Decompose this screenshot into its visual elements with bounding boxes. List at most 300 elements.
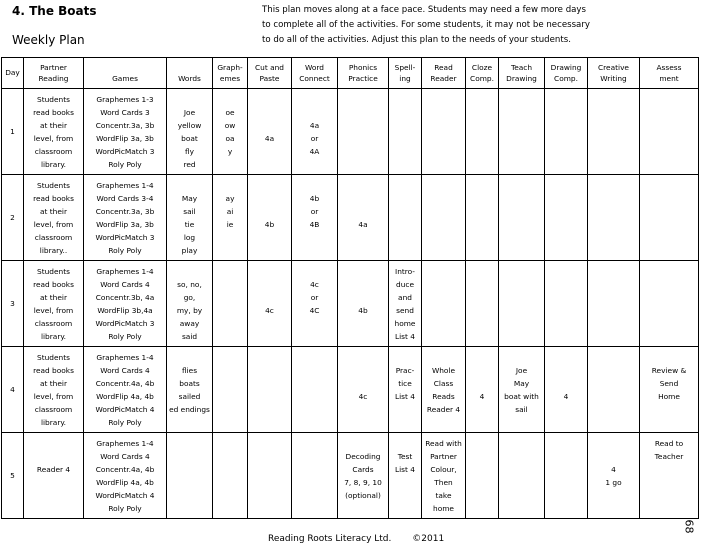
footer <box>268 534 462 544</box>
cell-line: so, no, <box>177 280 202 290</box>
column-header-line: Words <box>178 74 201 83</box>
plan-cell <box>389 433 422 519</box>
plan-cell <box>338 175 389 261</box>
cell-line: Word Cards 3 <box>100 108 150 118</box>
table-row <box>2 433 699 519</box>
copyright: ©2011 <box>412 534 445 544</box>
cell-line: 4a <box>309 121 320 131</box>
cell-line: Graphemes 1-4 <box>96 439 154 448</box>
cell-line <box>249 119 290 132</box>
column-header-line: Drawing <box>506 74 537 83</box>
column-header-line: ing <box>399 74 411 83</box>
plan-cell <box>213 433 248 519</box>
plan-cell <box>292 347 338 433</box>
cell-line: Joe <box>183 108 196 118</box>
cell-line: Roly Poly <box>108 246 142 256</box>
cell-line: Colour, <box>430 465 457 475</box>
day-number: 1 <box>2 89 24 175</box>
plan-cell <box>24 347 84 433</box>
column-header <box>545 58 588 89</box>
column-header-line: Cut and <box>255 62 284 72</box>
cell-line: boats <box>179 379 200 389</box>
plan-cell <box>248 433 292 519</box>
cell-line: WordPicMatch 4 <box>95 405 155 415</box>
column-header-line <box>168 62 211 74</box>
cell-line: boat <box>181 134 198 144</box>
cell-line <box>249 106 290 119</box>
cell-line: 4b <box>309 194 320 204</box>
cell-line: Reads <box>432 392 455 402</box>
cell-line <box>339 205 387 218</box>
cell-line: WordPicMatch 4 <box>95 491 155 501</box>
cell-line: sail <box>183 207 196 217</box>
day-number: 3 <box>2 261 24 347</box>
cell-line: Read to <box>654 439 684 448</box>
cell-line <box>249 205 290 218</box>
cell-line: 4c <box>265 306 274 316</box>
plan-cell <box>499 175 545 261</box>
cell-line: Roly Poly <box>108 504 142 514</box>
cell-line: read books <box>33 108 74 118</box>
cell-line: ay <box>225 194 235 204</box>
cell-line: 4b <box>358 306 368 316</box>
cell-line <box>339 265 387 278</box>
plan-cell <box>292 175 338 261</box>
plan-cell <box>389 261 422 347</box>
cell-line: 4C <box>309 306 320 316</box>
table-row <box>2 175 699 261</box>
cell-line: and <box>398 293 412 303</box>
cell-line <box>249 265 290 278</box>
column-header-line: Read <box>434 62 453 72</box>
column-header-line: Phonics <box>348 62 378 72</box>
cell-line: Concentr.3b, 4a <box>95 293 155 303</box>
cell-line: Graphemes 1-4 <box>96 353 154 362</box>
cell-line <box>339 364 387 377</box>
column-header <box>167 58 213 89</box>
cell-line: at their <box>40 121 67 131</box>
cell-line <box>339 278 387 291</box>
cell-line: Word Cards 4 <box>100 366 150 376</box>
cell-line: WordFlip 4a, 4b <box>96 478 154 488</box>
cell-line <box>339 377 387 390</box>
column-header <box>213 58 248 89</box>
column-header-line: Reading <box>38 74 69 83</box>
cell-line: Reader 4 <box>36 465 71 475</box>
cell-line: library. <box>40 332 67 342</box>
cell-line: 4A <box>309 147 320 157</box>
cell-line <box>641 351 697 364</box>
cell-line: 1 go <box>605 478 622 488</box>
plan-cell <box>422 347 466 433</box>
column-header <box>640 58 699 89</box>
cell-line: Concentr.4a, 4b <box>95 465 155 475</box>
day-number: 4 <box>2 347 24 433</box>
cell-line <box>546 364 586 377</box>
intro-line: to complete all of the activities. For some students, it may not be necessary <box>262 20 590 30</box>
plan-cell <box>389 175 422 261</box>
cell-line <box>249 93 290 106</box>
column-header-line: Paste <box>259 74 280 83</box>
cell-line: Reader 4 <box>426 405 461 415</box>
intro-line: to do all of the activities. Adjust this plan to the needs of your students. <box>262 35 571 45</box>
column-header-line: Day <box>5 68 20 78</box>
cell-line: List 4 <box>395 392 415 402</box>
cell-line: Graphemes 1-4 <box>96 267 154 276</box>
plan-cell <box>24 175 84 261</box>
table-row <box>2 347 699 433</box>
cell-line: 4 <box>611 465 616 475</box>
cell-line <box>339 291 387 304</box>
cell-line: library. <box>40 418 67 428</box>
cell-line: WordPicMatch 3 <box>95 319 155 329</box>
table-row <box>2 261 699 347</box>
cell-line: read books <box>33 194 74 204</box>
column-header <box>2 58 24 89</box>
cell-line: Graphemes 1-4 <box>96 181 154 190</box>
cell-line: Decoding <box>345 452 381 462</box>
cell-line: Intro- <box>395 267 415 276</box>
cell-line <box>467 364 497 377</box>
cell-line: Students <box>37 181 70 190</box>
cell-line: level, from <box>33 220 74 230</box>
cell-line: WordFlip 3a, 3b <box>96 134 154 144</box>
cell-line: List 4 <box>395 465 415 475</box>
cell-line: ow <box>224 121 236 131</box>
cell-line: oe <box>225 108 235 118</box>
cell-line <box>214 93 246 106</box>
cell-line: ai <box>226 207 234 217</box>
column-header <box>588 58 640 89</box>
weekly-plan-table <box>1 57 699 519</box>
cell-line: Students <box>37 353 70 362</box>
cell-line: classroom <box>34 405 73 415</box>
cell-line: flies <box>181 366 198 376</box>
column-header-line: Creative <box>598 62 629 72</box>
cell-line: read books <box>33 366 74 376</box>
plan-cell <box>389 89 422 175</box>
column-header <box>84 58 167 89</box>
cell-line <box>249 291 290 304</box>
plan-cell <box>466 433 499 519</box>
cell-line: Review & <box>651 366 687 376</box>
cell-line: ed endings <box>169 405 210 415</box>
day-number: 2 <box>2 175 24 261</box>
cell-line: Cards <box>352 465 374 475</box>
plan-cell <box>292 261 338 347</box>
cell-line <box>589 437 638 450</box>
cell-line: 4a <box>264 134 275 144</box>
column-header <box>24 58 84 89</box>
column-header <box>292 58 338 89</box>
plan-cell <box>422 261 466 347</box>
plan-cell <box>213 175 248 261</box>
plan-cell <box>422 89 466 175</box>
plan-cell <box>466 175 499 261</box>
plan-cell <box>213 347 248 433</box>
cell-line: Whole <box>431 366 456 376</box>
cell-line <box>293 179 336 192</box>
cell-line: said <box>181 332 198 342</box>
cell-line: home <box>394 319 416 329</box>
column-header <box>466 58 499 89</box>
publisher-name: Reading Roots Literacy Ltd. <box>268 534 392 544</box>
plan-cell <box>84 433 167 519</box>
cell-line <box>390 351 420 364</box>
cell-line <box>249 278 290 291</box>
plan-cell <box>588 261 640 347</box>
column-header-line: Teach <box>510 62 533 72</box>
plan-cell <box>84 261 167 347</box>
day-number: 5 <box>2 433 24 519</box>
cell-line <box>214 179 246 192</box>
plan-body <box>2 89 699 519</box>
column-header <box>422 58 466 89</box>
column-header-line: Writing <box>600 74 627 83</box>
column-header <box>248 58 292 89</box>
plan-cell <box>338 261 389 347</box>
cell-line: library.. <box>39 246 68 256</box>
plan-cell <box>167 89 213 175</box>
cell-line: Concentr.3a, 3b <box>95 121 155 131</box>
cell-line: boat with <box>504 392 539 402</box>
cell-line: 4c <box>358 392 368 402</box>
plan-cell <box>640 433 699 519</box>
cell-line: WordFlip 3a, 3b <box>96 220 154 230</box>
cell-line: my, by <box>176 306 203 316</box>
plan-cell <box>466 347 499 433</box>
plan-cell <box>466 89 499 175</box>
cell-line <box>467 377 497 390</box>
cell-line: classroom <box>34 233 73 243</box>
cell-line <box>467 351 497 364</box>
cell-line: Word Cards 3-4 <box>96 194 154 204</box>
cell-line: or <box>310 134 319 144</box>
column-header <box>338 58 389 89</box>
plan-cell <box>338 89 389 175</box>
cell-line <box>423 351 464 364</box>
cell-line <box>339 437 387 450</box>
column-header-line: Word <box>305 62 324 72</box>
cell-line: 4 <box>563 392 569 402</box>
cell-line: 4c <box>310 280 319 290</box>
cell-line: WordFlip 4a, 4b <box>96 392 154 402</box>
plan-cell <box>338 433 389 519</box>
plan-cell <box>248 347 292 433</box>
cell-line <box>168 351 211 364</box>
plan-cell <box>466 261 499 347</box>
cell-line: play <box>181 246 198 256</box>
column-header-line: Games <box>112 74 138 83</box>
plan-cell <box>213 89 248 175</box>
cell-line: May <box>513 379 530 389</box>
cell-line: fly <box>184 147 195 157</box>
cell-line: Joe <box>515 366 528 376</box>
plan-cell <box>499 261 545 347</box>
intro-text <box>262 3 602 48</box>
intro-line: This plan moves along at a face pace. Students may need a few more days <box>262 5 586 15</box>
cell-line: away <box>179 319 200 329</box>
cell-line: sailed <box>178 392 201 402</box>
cell-line: or <box>310 293 319 303</box>
plan-cell <box>84 89 167 175</box>
cell-line: tice <box>398 379 412 389</box>
cell-line: read books <box>33 280 74 290</box>
cell-line: WordFlip 3b,4a <box>97 306 153 316</box>
column-header-line: Spell- <box>394 62 416 72</box>
plan-cell <box>545 89 588 175</box>
cell-line: 7, 8, 9, 10 <box>344 478 382 488</box>
column-header-line: Comp. <box>554 74 578 83</box>
cell-line <box>249 179 290 192</box>
cell-line: send <box>396 306 414 316</box>
cell-line: ie <box>226 220 234 230</box>
plan-cell <box>338 347 389 433</box>
cell-line: oa <box>225 134 235 144</box>
column-header <box>389 58 422 89</box>
cell-line: May <box>181 194 198 204</box>
plan-cell <box>292 433 338 519</box>
cell-line: (optional) <box>345 491 381 501</box>
cell-line: 4B <box>309 220 320 230</box>
cell-line: Prac- <box>395 366 415 376</box>
cell-line: y <box>227 147 233 157</box>
cell-line: Test <box>397 452 413 462</box>
cell-line: Concentr.3a, 3b <box>95 207 155 217</box>
table-row <box>2 89 699 175</box>
cell-line: Students <box>37 267 70 276</box>
cell-line: Students <box>37 95 70 104</box>
page-number: 68 <box>682 519 696 534</box>
cell-line <box>168 265 211 278</box>
cell-line: Roly Poly <box>108 332 142 342</box>
plan-cell <box>24 89 84 175</box>
column-header-line <box>85 62 165 74</box>
plan-cell <box>24 433 84 519</box>
plan-cell <box>248 89 292 175</box>
cell-line: 4b <box>264 220 275 230</box>
cell-line: 4a <box>358 220 368 230</box>
cell-line <box>293 265 336 278</box>
column-header-line: ment <box>659 74 679 83</box>
plan-cell <box>588 433 640 519</box>
cell-line: take <box>435 491 452 501</box>
cell-line <box>589 450 638 463</box>
cell-line: log <box>183 233 196 243</box>
cell-line: Concentr.4a, 4b <box>95 379 155 389</box>
cell-line: Partner <box>430 452 457 462</box>
cell-line: home <box>433 504 454 514</box>
cell-line: Class <box>433 379 454 389</box>
column-header <box>499 58 545 89</box>
cell-line: WordPicMatch 3 <box>95 233 155 243</box>
column-header-line: Partner <box>40 62 67 72</box>
plan-cell <box>588 89 640 175</box>
cell-line: duce <box>396 280 414 290</box>
plan-cell <box>588 175 640 261</box>
cell-line: Word Cards 4 <box>100 452 150 462</box>
plan-cell <box>167 433 213 519</box>
plan-cell <box>213 261 248 347</box>
cell-line <box>500 351 543 364</box>
header-row <box>2 58 699 89</box>
cell-line <box>390 437 420 450</box>
cell-line: or <box>310 207 319 217</box>
plan-cell <box>422 175 466 261</box>
cell-line: classroom <box>34 147 73 157</box>
plan-cell <box>545 347 588 433</box>
cell-line: 4 <box>479 392 485 402</box>
cell-line: sail <box>515 405 528 415</box>
plan-cell <box>545 175 588 261</box>
cell-line: go, <box>183 293 196 303</box>
cell-line: tie <box>184 220 195 230</box>
column-header-line: Practice <box>348 74 378 83</box>
cell-line <box>339 179 387 192</box>
cell-line <box>25 450 82 463</box>
cell-line <box>293 106 336 119</box>
plan-cell <box>248 261 292 347</box>
plan-cell <box>248 175 292 261</box>
column-header-line: Comp. <box>470 74 494 83</box>
plan-cell <box>640 261 699 347</box>
plan-cell <box>422 433 466 519</box>
plan-cell <box>545 261 588 347</box>
cell-line: Roly Poly <box>108 418 142 428</box>
cell-line: library. <box>40 160 67 170</box>
cell-line <box>293 93 336 106</box>
cell-line: Roly Poly <box>108 160 142 170</box>
plan-cell <box>167 175 213 261</box>
cell-line: red <box>183 160 196 170</box>
cell-line: at their <box>40 379 67 389</box>
plan-cell <box>588 347 640 433</box>
cell-line <box>25 437 82 450</box>
column-header-line: emes <box>219 74 241 83</box>
plan-cell <box>499 347 545 433</box>
cell-line: at their <box>40 207 67 217</box>
cell-line <box>168 179 211 192</box>
plan-cell <box>499 89 545 175</box>
column-header-line: Reader <box>430 74 457 83</box>
cell-line <box>339 192 387 205</box>
page-title: 4. The Boats <box>12 4 97 18</box>
column-header-line: Connect <box>299 74 330 83</box>
cell-line: Teacher <box>654 452 684 462</box>
cell-line: level, from <box>33 306 74 316</box>
cell-line: Word Cards 4 <box>100 280 150 290</box>
cell-line <box>168 93 211 106</box>
plan-cell <box>24 261 84 347</box>
cell-line: Then <box>434 478 453 488</box>
cell-line <box>546 351 586 364</box>
plan-cell <box>640 89 699 175</box>
cell-line: Home <box>658 392 680 402</box>
cell-line <box>339 351 387 364</box>
column-header-line: Graph- <box>217 62 243 72</box>
cell-line: Graphemes 1-3 <box>96 95 154 104</box>
cell-line <box>249 192 290 205</box>
plan-cell <box>640 175 699 261</box>
plan-cell <box>84 347 167 433</box>
cell-line: at their <box>40 293 67 303</box>
plan-cell <box>389 347 422 433</box>
cell-line: classroom <box>34 319 73 329</box>
cell-line: Send <box>659 379 679 389</box>
cell-line <box>546 377 586 390</box>
plan-cell <box>545 433 588 519</box>
cell-line: yellow <box>177 121 202 131</box>
